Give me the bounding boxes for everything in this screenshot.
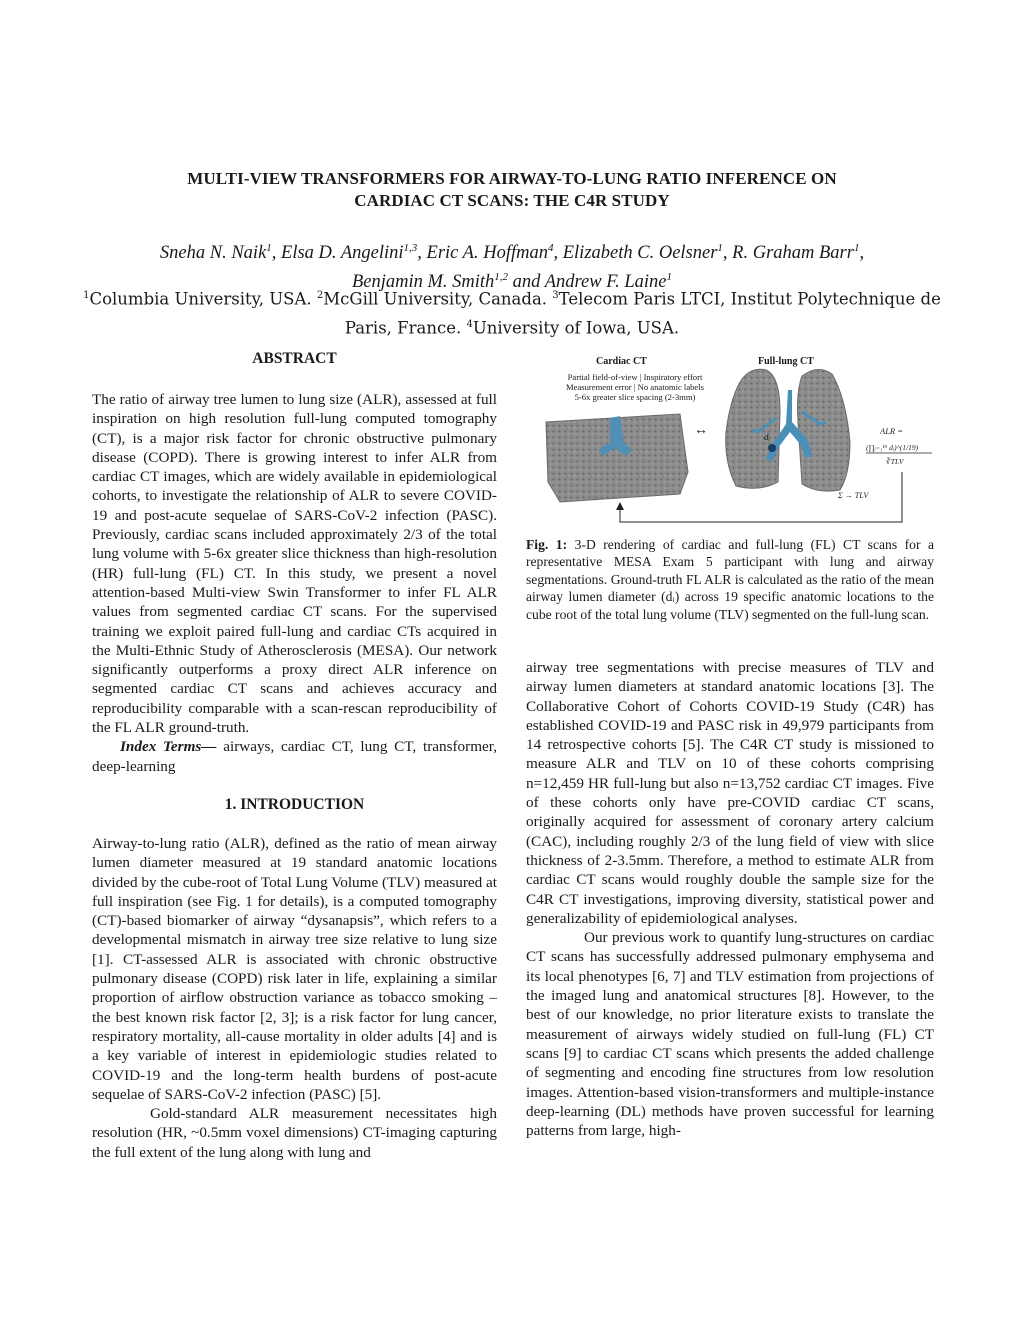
- caption-label: Fig. 1:: [526, 537, 568, 552]
- author-list: Sneha N. Naik$^1$, Elsa D. Angelini$^{1,3}$, Eric A. Hoffman$^4$, Elizabeth C. Oelsner$^1$, R. Graham Barr$^1$, Benjamin M. Smith$^{1,2}$ and Andrew F. Laine$^1$: [159, 242, 865, 293]
- affiliation-number: 2: [316, 290, 324, 301]
- alr-formula-lhs: ALR =: [880, 426, 903, 436]
- cardiac-ct-label: Cardiac CT: [596, 356, 647, 367]
- affiliation-number: 3: [552, 290, 559, 301]
- author-name: Andrew F. Laine: [544, 272, 667, 293]
- affiliation-list: [60, 283, 964, 340]
- author-name: Eric A. Hoffman: [426, 243, 548, 264]
- author-affiliation: 1: [266, 242, 272, 254]
- cardiac-note-2: Measurement error | No anatomic labels: [566, 382, 704, 392]
- affiliation-text: McGill University, Canada.: [323, 289, 548, 309]
- abstract-text: The ratio of airway tree lumen to lung size (ALR), assessed at full inspiration on high resolution full-lung computed tomography (CT), is a major risk factor for chronic obstructive pulmonary disease (COPD). There is growing interest to infer ALR from cardiac CT images, which are widely available in epidemiological cohorts, to investigate the relationship of ALR to severe COVID-19 and post-acute sequelae of SARS-CoV-2 infection (PASC). Previously, cardiac scans included approximately 2/3 of the total lung volume with 5-6x greater slice thickness than high-resolution (HR) full-lung (FL) CT. In this study, we present a novel attention-based Multi-view Swin Transformer to infer FL ALR values from segmented cardiac CT scans. For the supervised training we exploit paired full-lung and cardiac CTs acquired in the Multi-Ethnic Study of Atherosclerosis (MESA). Our network significantly outperforms a proxy direct ALR inference on segmented cardiac CT scans and achieves accuracy and reproducibility comparable with a scan-rescan reproducibility of the FL ALR ground-truth.: [92, 391, 497, 737]
- author-connector: and: [512, 272, 541, 293]
- intro-paragraph-3: airway tree segmentations with precise measures of TLV and airway lumen diameters at standard anatomic locations [3]. The Collaborative Cohort of Cohorts COVID-19 Study (C4R) has established COVID-19 and PASC risk in 49,979 participants from 14 retrospective cohorts [5]. The C4R CT study is missioned to measure ALR and TLV on 10 of these cohorts comprising n=12,459 HR full-lung but also n=13,752 cardiac CT images. Five of these cohorts only have pre-COVID cardiac CT scans, originally acquired for assessment of coronary artery calcium (CAC), including roughly 2/3 of the lung field of view with slice thickness of 2-3.5mm. Therefore, a method to estimate ALR from cardiac CT scans would roughly double the sample size for the C4R CT investigations, improving diversity, statistical power and generalizability of epidemiological analyses.: [526, 659, 934, 927]
- airway-diameter-label: dᵢ: [764, 432, 770, 442]
- affiliation-text: Telecom Paris LTCI, Institut Polytechnique de Paris, France.: [344, 289, 941, 337]
- index-terms-text: airways, cardiac CT, lung CT, transformer, deep-learning: [92, 738, 498, 775]
- author-name: Elizabeth C. Oelsner: [562, 243, 718, 264]
- title-line-1: MULTI-VIEW TRANSFORMERS FOR AIRWAY-TO-LUNG RATIO INFERENCE ON: [187, 169, 837, 188]
- author-affiliation: 1: [717, 242, 723, 254]
- affiliation-text: Columbia University, USA.: [89, 289, 312, 309]
- title-line-2: CARDIAC CT SCANS: THE C4R STUDY: [354, 191, 670, 210]
- paper-title: [60, 168, 964, 212]
- intro-paragraph-4: Our previous work to quantify lung-structures on cardiac CT scans has successfully addressed pulmonary emphysema and its local phenotypes [6, 7] and TLV estimation from projections of the imaged lung and anatomical structures [8]. However, to the best of our knowledge, no prior literature exists to translate the measurement of airways widely studied on full-lung (FL) CT scans [9] to cardiac CT scans which presents the added challenge of segmenting and encoding fine structures from low resolution images. Attention-based vision-transformers and multiple-instance deep-learning (DL) methods have proven successful for learning patterns from large, high-: [526, 929, 934, 1140]
- author-name: Benjamin M. Smith: [351, 272, 495, 293]
- author-affiliation: 1: [853, 242, 860, 254]
- bidirectional-arrow-icon: ↔: [694, 423, 708, 438]
- index-terms: [92, 737, 497, 776]
- figure-1-caption: [526, 536, 934, 623]
- author-name: R. Graham Barr: [732, 243, 854, 264]
- author-affiliation: 1: [666, 271, 673, 284]
- caption-text: 3-D rendering of cardiac and full-lung (FL) CT scans for a representative MESA Exam 5 participant with lung and airway segmentations. Ground-truth FL ALR is calculated as the ratio of the mean airway lumen diameter (dᵢ) across 19 specific anatomic locations to the cube root of the total lung volume (TLV) segmented on the full-lung scan.: [526, 537, 935, 622]
- intro-paragraph-1: Airway-to-lung ratio (ALR), defined as the ratio of mean airway lumen diameter measured at 19 standard anatomic locations divided by the cube-root of Total Lung Volume (TLV) measured at full inspiration (see Fig. 1 for details), is a computed tomography (CT)-based biomarker of airway “dysanapsis”, which refers to a developmental mismatch in airway tree size relative to lung size [1]. CT-assessed ALR is associated with chronic obstructive pulmonary disease (COPD) risk later in life, explaining a similar proportion of airflow obstruction variance as tobacco smoking – the best known risk factor [2, 3]; is a risk factor for lung cancer, respiratory mortality, all-cause mortality in older adults [4] and is a key variable of interest in epidemiologic studies related to COVID-19 and the long-term health burdens of post-acute sequelae of SARS-CoV-2 infection (PASC) [5].: [92, 834, 497, 1103]
- author-affiliation: 1,2: [494, 271, 509, 284]
- left-column: [92, 350, 497, 1162]
- cardiac-note-1: Partial field-of-view | Inspiratory effort: [567, 372, 703, 382]
- author-name: Sneha N. Naik: [159, 243, 267, 264]
- right-column: [526, 658, 934, 1140]
- author-name: Elsa D. Angelini: [281, 243, 404, 264]
- author-affiliation: 1,3: [403, 242, 418, 254]
- intro-paragraph-2: Gold-standard ALR measurement necessitates high resolution (HR, ~0.5mm voxel dimensions) CT-imaging capturing the full extent of the lung along with lung and: [92, 1105, 497, 1161]
- affiliation-number: 1: [83, 290, 90, 301]
- affiliation-text: University of Iowa, USA.: [472, 318, 680, 337]
- figure-1: [540, 352, 940, 524]
- introduction-heading: 1. INTRODUCTION: [224, 795, 365, 813]
- alr-formula-numerator: (∏ᵢ₌₁¹⁹ dᵢ)^(1/19): [866, 443, 919, 452]
- full-lung-ct-label: Full-lung CT: [758, 356, 814, 367]
- affiliation-number: 4: [466, 318, 473, 330]
- cardiac-ct-notes: [560, 372, 710, 402]
- index-terms-label: Index Terms—: [120, 738, 217, 756]
- author-affiliation: 4: [547, 242, 554, 254]
- tlv-sum-label: Σ → TLV: [838, 491, 869, 500]
- cardiac-note-3: 5-6x greater slice spacing (2-3mm): [574, 392, 696, 402]
- full-lung-right-rendering: [798, 369, 851, 491]
- alr-formula-denominator: ∛TLV: [886, 457, 904, 466]
- abstract-heading: ABSTRACT: [252, 350, 337, 367]
